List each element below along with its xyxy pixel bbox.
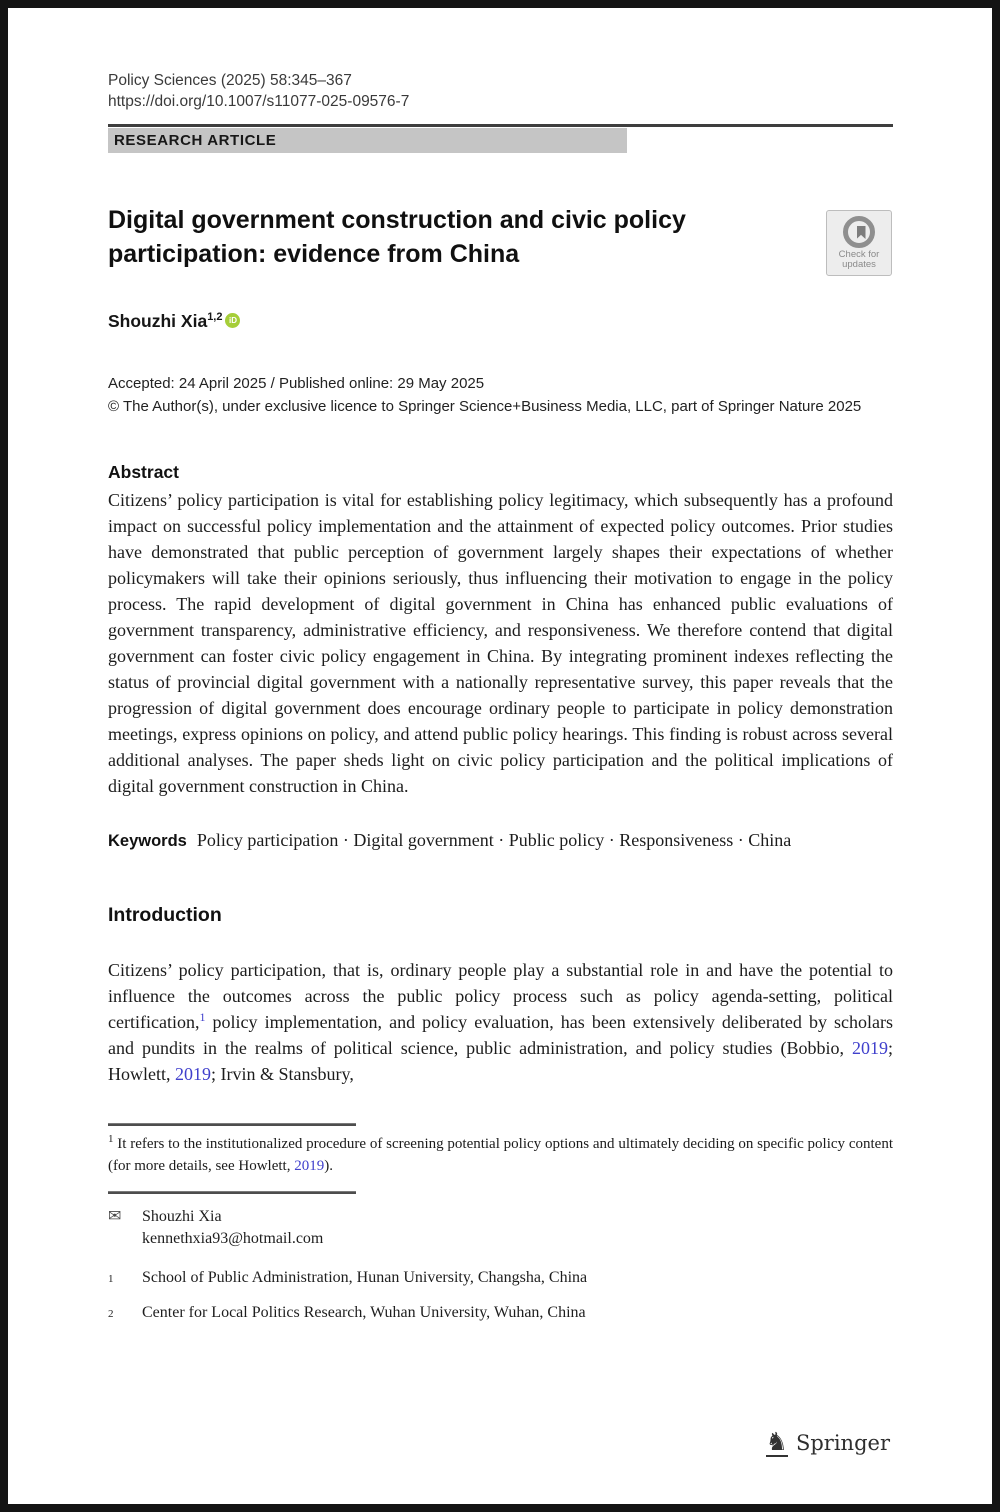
- article-title: [108, 203, 893, 271]
- check-updates-text: [839, 250, 880, 271]
- article-type-bar: [108, 128, 627, 153]
- introduction-paragraph: [108, 957, 893, 1087]
- orcid-icon[interactable]: iD: [225, 313, 240, 328]
- footnote-text: [108, 1133, 893, 1177]
- article-type-label: RESEARCH ARTICLE: [114, 132, 277, 149]
- citation-link[interactable]: 2019: [851, 1038, 888, 1058]
- article-page: [8, 8, 992, 1504]
- publisher-logo: [766, 1429, 890, 1457]
- journal-doi: https://doi.org/10.1007/s11077-025-09576-7: [108, 93, 410, 110]
- check-updates-line2: updates: [842, 259, 876, 270]
- copyright-line: © The Author(s), under exclusive licence to Springer Science+Business Media, LLC, part of Springer Nature 2025: [108, 398, 862, 415]
- journal-header: [108, 70, 893, 112]
- keywords-row: [108, 827, 893, 854]
- publication-info: [108, 372, 893, 418]
- dates-line: Accepted: 24 April 2025 / Published online: 29 May 2025: [108, 375, 485, 392]
- journal-citation: Policy Sciences (2025) 58:345–367: [108, 72, 352, 89]
- bookmark-icon: [857, 226, 866, 239]
- affiliation-text-2: Center for Local Politics Research, Wuhan University, Wuhan, China: [142, 1304, 586, 1321]
- title-line-2: participation: evidence from China: [108, 240, 520, 268]
- author-affiliation-marker: 1,2: [207, 311, 223, 323]
- check-updates-line1: Check for: [838, 248, 880, 260]
- check-updates-icon: [843, 216, 875, 248]
- affiliation-row: [108, 1303, 893, 1324]
- keywords-text: Policy participation · Digital government · Public policy · Responsiveness · China: [196, 830, 792, 850]
- affiliation-marker-2: 2: [108, 1308, 114, 1320]
- springer-knight-icon: ♞: [765, 1427, 788, 1456]
- introduction-heading: Introduction: [108, 904, 222, 926]
- footnote-rule-top: [108, 1123, 356, 1126]
- text-segment: Citizens’ policy participation, that is, ordinary people play a substantial role in and have the potential to influence the outcomes across the public policy process such as policy agenda-setting, political certification,: [108, 960, 893, 1032]
- check-for-updates-badge[interactable]: [826, 210, 892, 276]
- correspondence-name: Shouzhi Xia: [142, 1208, 222, 1225]
- footnote-body: [108, 1136, 893, 1174]
- affiliation-text-1: School of Public Administration, Hunan University, Changsha, China: [142, 1269, 588, 1286]
- citation-link[interactable]: 2019: [175, 1064, 211, 1084]
- text-segment: ).: [324, 1158, 333, 1174]
- affiliation-row: [108, 1268, 893, 1289]
- correspondence-block: [108, 1206, 893, 1250]
- text-segment: ; Irvin & Stansbury,: [211, 1064, 354, 1084]
- text-segment: It refers to the institutionalized procedure of screening potential policy options and ultimately deciding on specific policy content (for more details, see Howlett,: [108, 1136, 893, 1174]
- envelope-icon: ✉: [108, 1208, 122, 1225]
- footnote-number: 1: [108, 1133, 114, 1145]
- text-segment: ; Howlett,: [108, 1038, 893, 1084]
- publisher-name: Springer: [795, 1431, 890, 1455]
- affiliation-marker-1: 1: [108, 1273, 114, 1285]
- title-line-1: Digital government construction and civic policy: [108, 206, 686, 234]
- abstract-text: Citizens’ policy participation is vital for establishing policy legitimacy, which subsequently has a profound impact on successful policy implementation and the attainment of expected policy outcomes. Prior studies have demonstrated that public perception of government largely shapes their expectations of whether policymakers will take their opinions seriously, thus influencing their motivation to engage in the policy process. The rapid development of digital government in China has enhanced public evaluations of government transparency, administrative efficiency, and responsiveness. We therefore contend that digital government can foster civic policy engagement in China. By integrating prominent indexes reflecting the status of provincial digital government with a nationally representative survey, this paper reveals that the progression of digital government does encourage ordinary people to participate in policy demonstration meetings, express opinions on policy, and attend public policy hearings. This finding is robust across several additional analyses. The paper sheds light on civic policy participation and the political implications of digital government construction in China.: [108, 490, 893, 796]
- footnote-marker[interactable]: 1: [199, 1010, 206, 1024]
- citation-link[interactable]: 2019: [294, 1158, 325, 1174]
- abstract-heading: Abstract: [108, 462, 179, 482]
- text-segment: policy implementation, and policy evaluation, has been extensively deliberated by scholars and pundits in the realms of political science, public administration, and policy studies (Bobbio,: [108, 1012, 893, 1058]
- author-name: Shouzhi Xia: [108, 311, 208, 331]
- correspondence-email[interactable]: kennethxia93@hotmail.com: [142, 1230, 324, 1247]
- keywords-label: Keywords: [108, 832, 187, 850]
- author-row: [108, 311, 893, 332]
- header-rule: [108, 124, 893, 127]
- correspondence-details: [142, 1206, 893, 1250]
- footnote-rule-bottom: [108, 1191, 356, 1194]
